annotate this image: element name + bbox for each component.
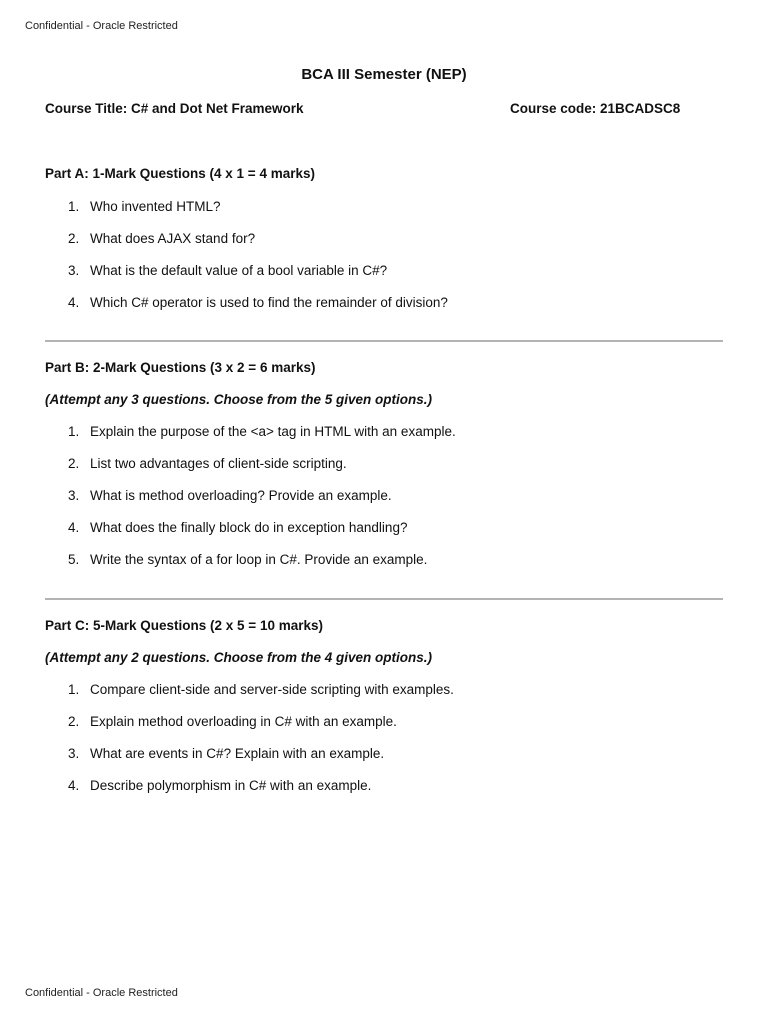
part-c-question-list — [45, 680, 723, 808]
part-a-heading: Part A: 1-Mark Questions (4 x 1 = 4 marks) — [45, 166, 315, 181]
question-item — [45, 550, 723, 582]
question-text: Which C# operator is used to find the remainder of division? — [90, 295, 448, 310]
section-divider — [45, 598, 723, 600]
question-number: 1. — [68, 682, 80, 697]
part-b-question-list — [45, 422, 723, 582]
question-item — [45, 229, 723, 261]
course-code: Course code: 21BCADSC8 — [510, 101, 681, 116]
confidential-header: Confidential - Oracle Restricted — [25, 20, 178, 32]
question-number: 4. — [68, 520, 80, 535]
question-item — [45, 744, 723, 776]
course-title: Course Title: C# and Dot Net Framework — [45, 101, 304, 116]
question-text: Explain the purpose of the <a> tag in HTML with an example. — [90, 424, 456, 439]
part-b-instructions: (Attempt any 3 questions. Choose from the 5 given options.) — [45, 392, 433, 407]
question-number: 4. — [68, 295, 80, 310]
question-text: What is method overloading? Provide an example. — [90, 488, 392, 503]
confidential-footer: Confidential - Oracle Restricted — [25, 987, 178, 999]
question-item — [45, 712, 723, 744]
question-number: 4. — [68, 778, 80, 793]
question-text: Describe polymorphism in C# with an example. — [90, 778, 372, 793]
part-c-instructions: (Attempt any 2 questions. Choose from the 4 given options.) — [45, 650, 433, 665]
question-item — [45, 776, 723, 808]
part-a-question-list — [45, 197, 723, 325]
question-number: 2. — [68, 456, 80, 471]
question-text: What are events in C#? Explain with an example. — [90, 746, 385, 761]
part-b-heading: Part B: 2-Mark Questions (3 x 2 = 6 marks) — [45, 360, 316, 375]
question-text: What is the default value of a bool variable in C#? — [90, 263, 388, 278]
question-item — [45, 518, 723, 550]
part-a-section — [45, 164, 723, 325]
question-item — [45, 261, 723, 293]
question-text: List two advantages of client-side scripting. — [90, 456, 347, 471]
question-number: 3. — [68, 746, 80, 761]
part-b-section — [45, 358, 723, 582]
question-text: Explain method overloading in C# with an example. — [90, 714, 397, 729]
question-item — [45, 680, 723, 712]
question-number: 3. — [68, 263, 80, 278]
question-text: What does AJAX stand for? — [90, 231, 256, 246]
course-info-row — [45, 101, 723, 121]
question-number: 2. — [68, 231, 80, 246]
section-divider — [45, 340, 723, 342]
question-number: 1. — [68, 424, 80, 439]
question-text: Write the syntax of a for loop in C#. Provide an example. — [90, 552, 428, 567]
question-number: 1. — [68, 199, 80, 214]
part-c-section — [45, 616, 723, 808]
question-number: 5. — [68, 552, 80, 567]
question-item — [45, 293, 723, 325]
question-item — [45, 422, 723, 454]
question-number: 3. — [68, 488, 80, 503]
document-title: BCA III Semester (NEP) — [301, 66, 467, 83]
question-text: Compare client-side and server-side scripting with examples. — [90, 682, 454, 697]
question-item — [45, 454, 723, 486]
question-text: Who invented HTML? — [90, 199, 221, 214]
question-number: 2. — [68, 714, 80, 729]
question-text: What does the finally block do in exception handling? — [90, 520, 408, 535]
question-item — [45, 197, 723, 229]
question-item — [45, 486, 723, 518]
part-c-heading: Part C: 5-Mark Questions (2 x 5 = 10 marks) — [45, 618, 323, 633]
